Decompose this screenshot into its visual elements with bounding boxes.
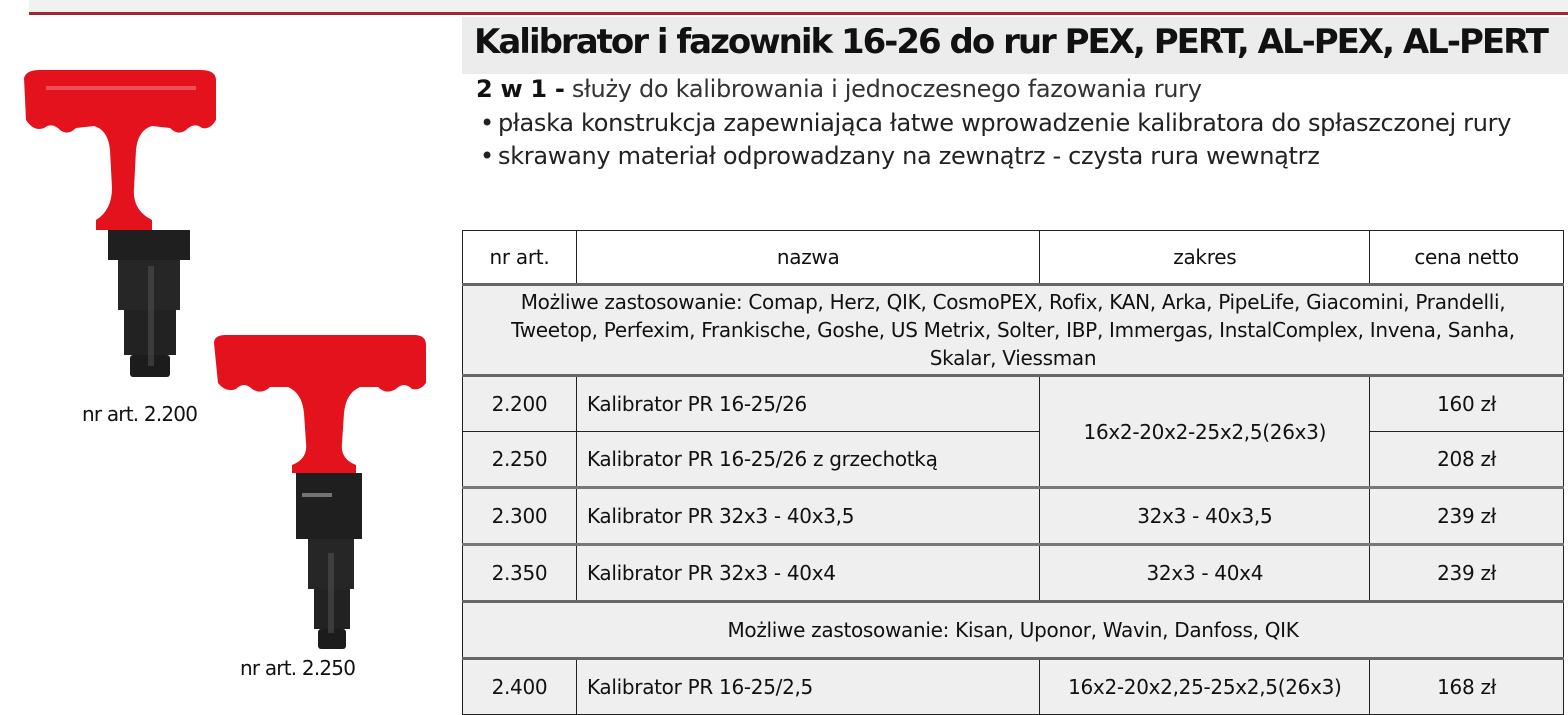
table-row [463, 545, 1564, 602]
cell-name: Kalibrator PR 32x3 - 40x3,5 [576, 488, 1040, 545]
feature-item: • płaska konstrukcja zapewniająca łatwe wprowadzenie kalibratora do spłaszczonej rury [478, 107, 1558, 140]
cell-range: 32x3 - 40x3,5 [1040, 488, 1370, 545]
cell-range: 16x2-20x2,25-25x2,5(26x3) [1040, 659, 1370, 715]
compatibility-text: Możliwe zastosowanie: Comap, Herz, QIK, CosmoPEX, Rofix, KAN, Arka, PipeLife, Giacomini, Prandelli, Tweetop, Perfexim, Frankische, Goshe, US Metrix, Solter, IBP, Immergas, InstalComplex, Invena, Sanha, Skalar, Viessman [463, 285, 1564, 376]
cell-nr: 2.300 [463, 488, 577, 545]
cell-nr: 2.400 [463, 659, 577, 715]
cell-range: 32x3 - 40x4 [1040, 545, 1370, 602]
compatibility-text: Możliwe zastosowanie: Kisan, Uponor, Wavin, Danfoss, QIK [463, 602, 1564, 659]
cell-range: 16x2-20x2-25x2,5(26x3) [1040, 376, 1370, 488]
col-header-price: cena netto [1370, 231, 1564, 285]
cell-name: Kalibrator PR 32x3 - 40x4 [576, 545, 1040, 602]
page-title: Kalibrator i fazownik 16-26 do rur PEX, PERT, AL-PEX, AL-PERT [474, 22, 1547, 62]
cell-nr: 2.250 [463, 432, 577, 488]
cell-price: 239 zł [1370, 488, 1564, 545]
intro-lead-text: służy do kalibrowania i jednoczesnego fazowania rury [564, 75, 1202, 103]
product-label-2250: nr art. 2.250 [240, 656, 356, 680]
feature-list [478, 107, 1558, 173]
product-table [462, 230, 1564, 715]
col-header-nr: nr art. [463, 231, 577, 285]
compatibility-row [463, 602, 1564, 659]
top-strip [29, 0, 1568, 12]
table-row [463, 432, 1564, 488]
feature-item: • skrawany materiał odprowadzany na zewnątrz - czysta rura wewnątrz [478, 140, 1558, 173]
cell-nr: 2.200 [463, 376, 577, 432]
cell-nr: 2.350 [463, 545, 577, 602]
col-header-range: zakres [1040, 231, 1370, 285]
col-header-name: nazwa [576, 231, 1040, 285]
compatibility-row [463, 285, 1564, 376]
cell-price: 239 zł [1370, 545, 1564, 602]
top-accent-rule [29, 12, 1568, 15]
cell-name: Kalibrator PR 16-25/2,5 [576, 659, 1040, 715]
table-header-row [463, 231, 1564, 285]
table-row [463, 376, 1564, 432]
product-label-2200: nr art. 2.200 [82, 402, 198, 426]
table-row [463, 659, 1564, 715]
table-row [463, 488, 1564, 545]
cell-price: 160 zł [1370, 376, 1564, 432]
cell-name: Kalibrator PR 16-25/26 z grzechotką [576, 432, 1040, 488]
cell-price: 208 zł [1370, 432, 1564, 488]
intro-line [476, 75, 1202, 103]
t-handle-calibrator-ratchet-icon [210, 333, 430, 653]
intro-lead-bold: 2 w 1 - [476, 75, 565, 103]
cell-price: 168 zł [1370, 659, 1564, 715]
t-handle-calibrator-icon [20, 70, 220, 380]
cell-name: Kalibrator PR 16-25/26 [576, 376, 1040, 432]
